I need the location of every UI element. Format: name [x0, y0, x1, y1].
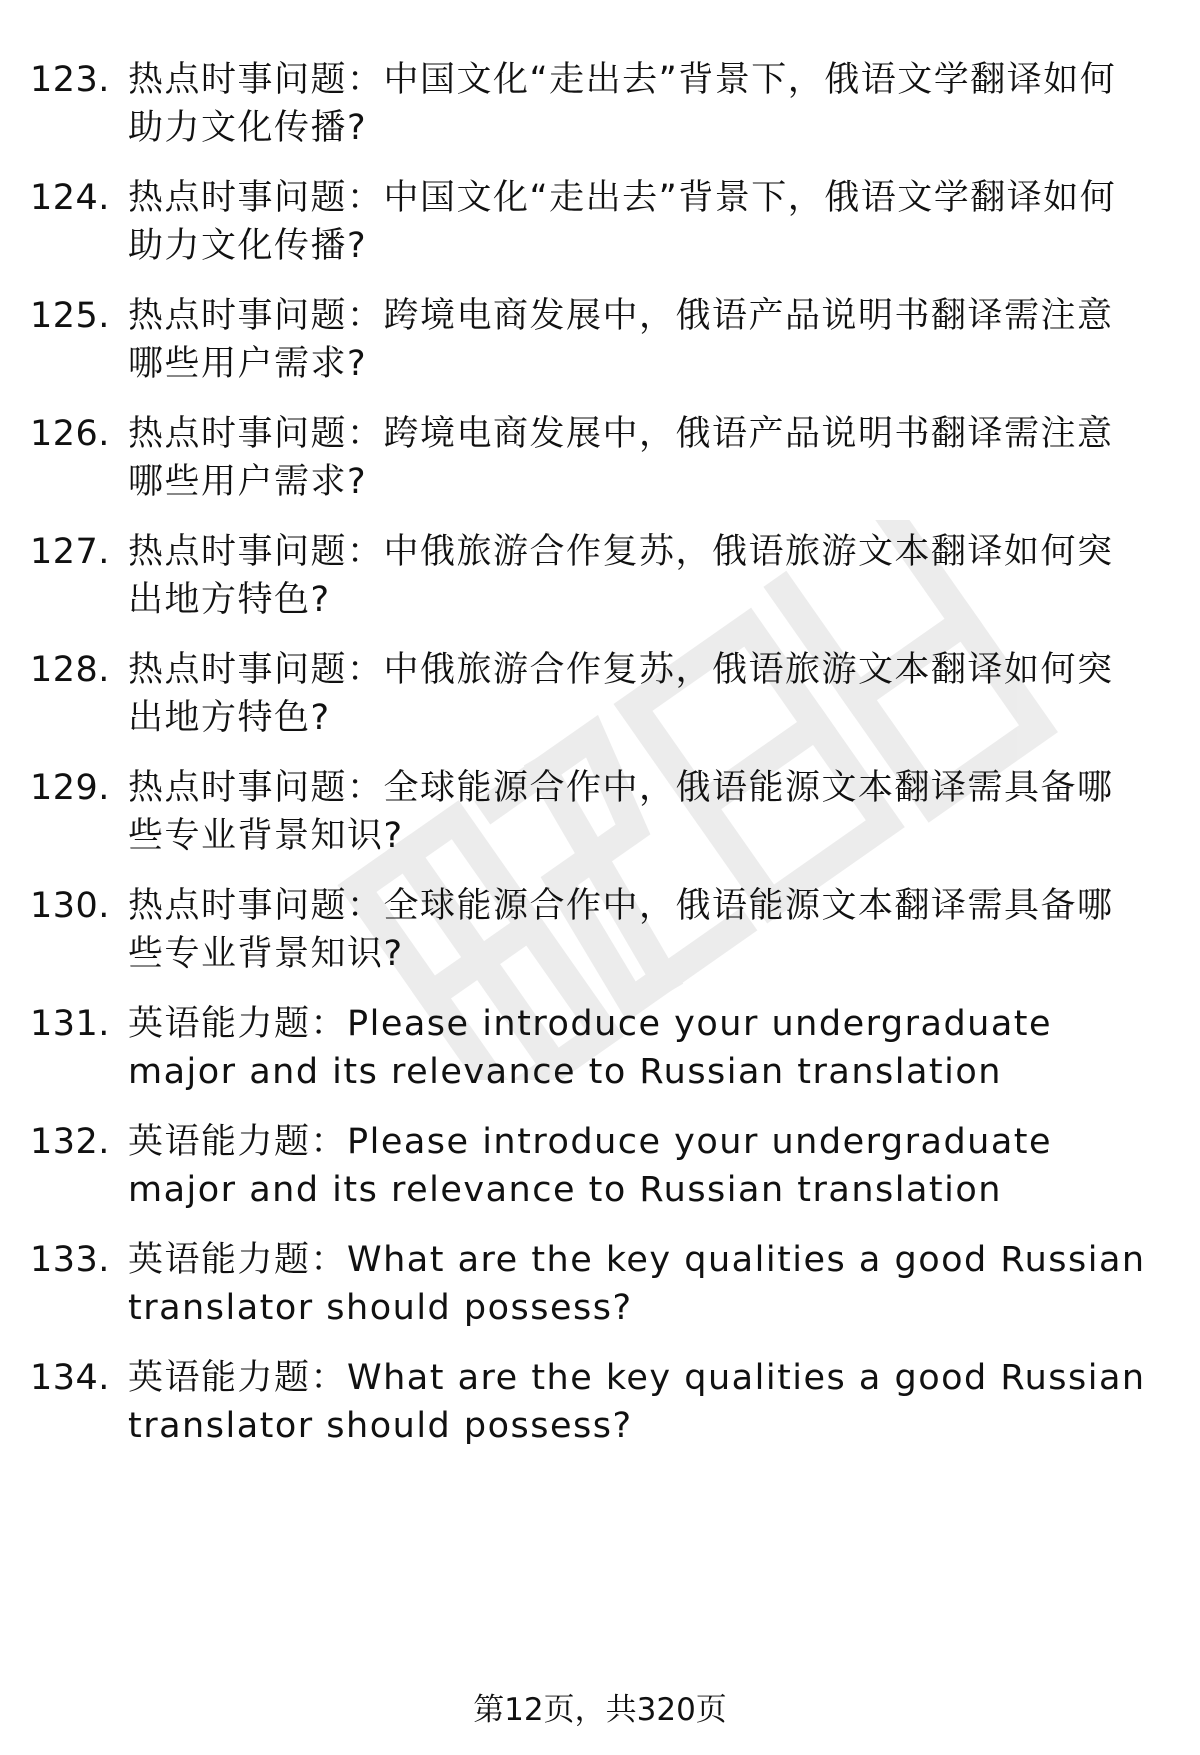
list-item: [0, 764, 1200, 874]
list-item: [0, 1354, 1200, 1464]
question-number: 132.: [30, 1122, 110, 1162]
list-item: [0, 174, 1200, 284]
question-number: 123.: [30, 60, 110, 100]
question-text: 热点时事问题：跨境电商发展中，俄语产品说明书翻译需注意哪些用户需求?: [128, 414, 1114, 502]
question-text: 热点时事问题：中俄旅游合作复苏，俄语旅游文本翻译如何突出地方特色?: [128, 650, 1114, 738]
question-text: 热点时事问题：中俄旅游合作复苏，俄语旅游文本翻译如何突出地方特色?: [128, 532, 1114, 620]
list-item: [0, 1236, 1200, 1346]
list-item: [0, 56, 1200, 166]
question-number: 130.: [30, 886, 110, 926]
question-text: 热点时事问题：跨境电商发展中，俄语产品说明书翻译需注意哪些用户需求?: [128, 296, 1114, 384]
question-text: 热点时事问题：中国文化“走出去”背景下，俄语文学翻译如何助力文化传播?: [128, 178, 1117, 266]
question-text: 英语能力题：Please introduce your undergraduate major and its relevance to Russian translation: [128, 1004, 1053, 1092]
list-item: [0, 646, 1200, 756]
list-item: [0, 1000, 1200, 1110]
question-number: 128.: [30, 650, 110, 690]
question-text: 热点时事问题：中国文化“走出去”背景下，俄语文学翻译如何助力文化传播?: [128, 60, 1117, 148]
question-text: 英语能力题：Please introduce your undergraduate major and its relevance to Russian translation: [128, 1122, 1053, 1210]
question-text: 热点时事问题：全球能源合作中，俄语能源文本翻译需具备哪些专业背景知识?: [128, 768, 1114, 856]
list-item: [0, 882, 1200, 992]
list-item: [0, 528, 1200, 638]
list-item: [0, 1118, 1200, 1228]
question-number: 133.: [30, 1240, 110, 1280]
list-item: [0, 292, 1200, 402]
question-text: 英语能力题：What are the key qualities a good Russian translator should possess?: [128, 1240, 1146, 1328]
question-number: 125.: [30, 296, 110, 336]
question-number: 124.: [30, 178, 110, 218]
question-number: 126.: [30, 414, 110, 454]
question-text: 热点时事问题：全球能源合作中，俄语能源文本翻译需具备哪些专业背景知识?: [128, 886, 1114, 974]
question-text: 英语能力题：What are the key qualities a good Russian translator should possess?: [128, 1358, 1146, 1446]
question-number: 131.: [30, 1004, 110, 1044]
list-item: [0, 410, 1200, 520]
page-footer: 第12页，共320页: [473, 1692, 727, 1728]
question-number: 134.: [30, 1358, 110, 1398]
question-number: 127.: [30, 532, 110, 572]
question-number: 129.: [30, 768, 110, 808]
